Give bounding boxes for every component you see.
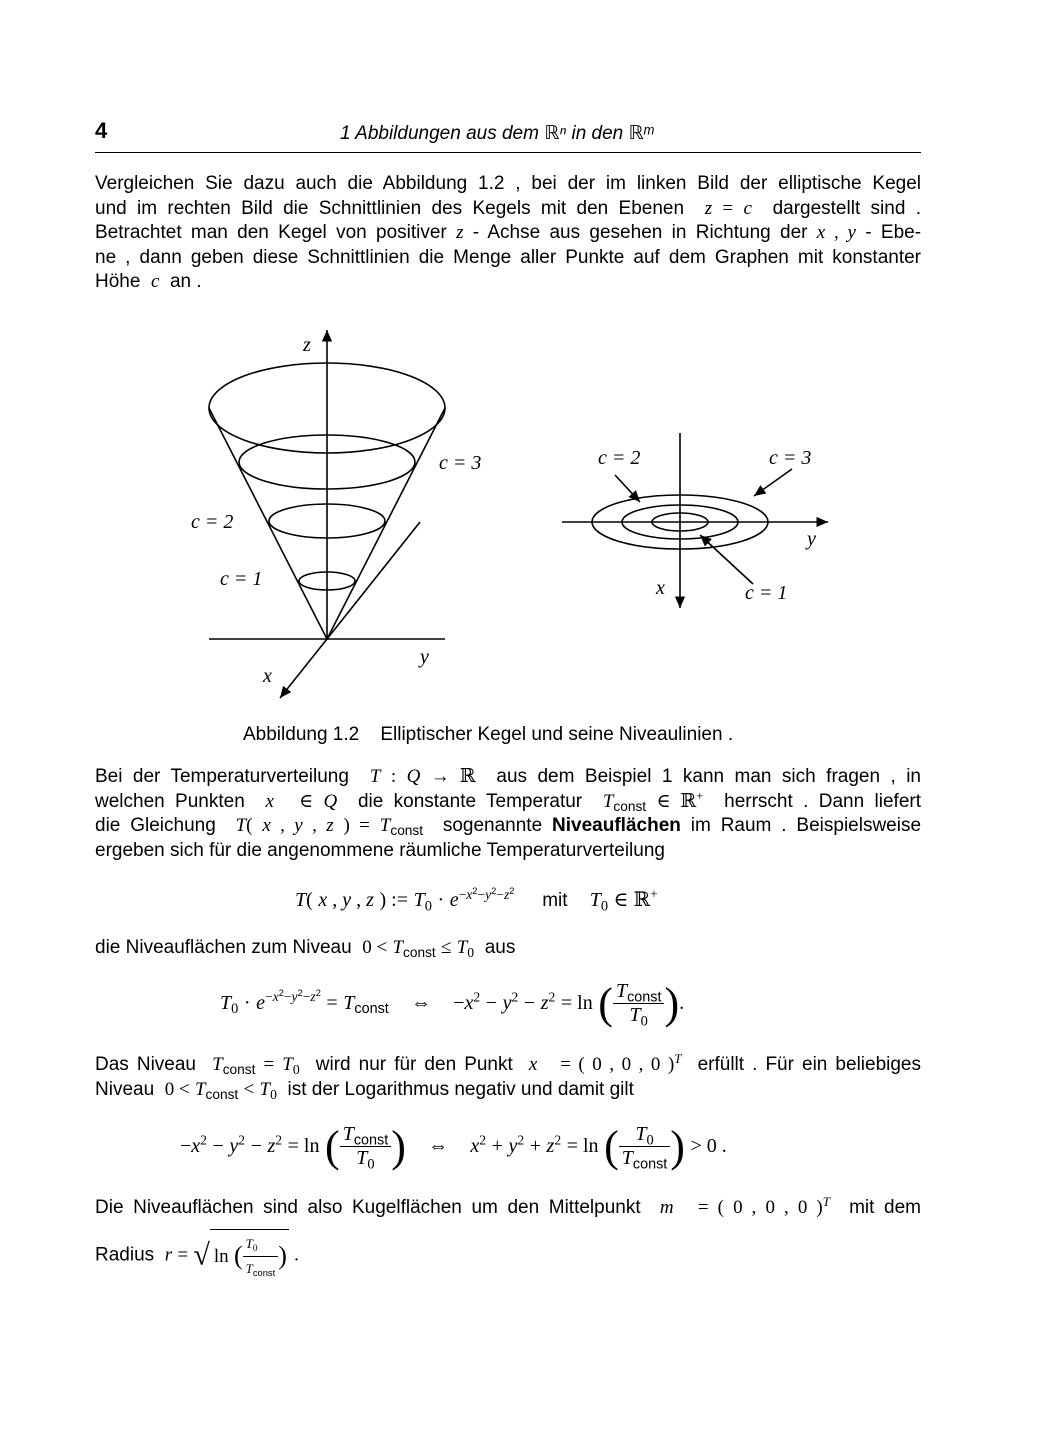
intro-line-5: Höhe c an . <box>95 271 202 292</box>
figure-caption <box>243 724 733 746</box>
label-c3-left: c = 3 <box>439 452 482 474</box>
y-axis-back <box>327 522 420 639</box>
label-c2-left: c = 2 <box>191 511 234 533</box>
label-z: z <box>303 334 311 356</box>
arrow-c2 <box>615 475 640 502</box>
term-niveauflaechen: Niveauflächen <box>552 815 681 836</box>
final-line-1: Die Niveauflächen sind also Kugelflächen um den Mittelpunkt m⃗ = ( 0 , 0 , 0 )$^T$ mit dem <box>95 1193 921 1218</box>
intro-line-3: Betrachtet man den Kegel von positiver z - Achse aus gesehen in Richtung der x , y - Ebe- <box>95 222 922 243</box>
chapter-title: 1 Abbildungen aus dem ℝⁿ in den ℝᵐ <box>340 123 654 144</box>
page-number: 4 <box>95 118 108 143</box>
arrow-c1 <box>700 535 753 584</box>
label-y-right: y <box>807 528 816 550</box>
intro-paragraph <box>95 172 921 295</box>
label-x-left: x <box>263 665 272 687</box>
niveau-paragraph <box>95 1050 921 1102</box>
niveau-line: die Niveauflächen zum Niveau $0 < T_{const} \le T_0$ aus <box>95 937 516 961</box>
label-y-left: y <box>420 646 429 668</box>
equation-niveau: $T_0 \cdot e^{-x^2-y^2-z^2} = T_{const}$ ⇔ $-x^2 - y^2 - z^2 = \ln$ ( $\frac{T_{const}}{T_0}$ ). <box>220 979 685 1030</box>
niveau-line-1: Das Niveau $T_{const} = T_0$ wird nur für den Punkt x⃗ = ( 0 , 0 , 0 )$^T$ erfüllt . Für ein beliebiges <box>95 1050 921 1078</box>
intro-line-1: Vergleichen Sie dazu auch die Abbildung 1.2 , bei der im linken Bild der elliptische Kegel <box>95 173 921 194</box>
cone-diagram <box>209 330 445 698</box>
final-paragraph <box>95 1193 921 1282</box>
label-c3-right: c = 3 <box>769 447 812 469</box>
intro-line-2: und im rechten Bild die Schnittlinien des Kegels mit den Ebenen z = c dargestellt sind . <box>95 197 921 219</box>
temp-line-2: welchen Punkten x⃗ ∈ Q die konstante Temperatur $T_{const}$ ∈ ℝ+ herrscht . Dann liefert <box>95 787 921 814</box>
figure-cone-and-levels <box>95 320 855 710</box>
equation-logarithm: $-x^2 - y^2 - z^2 = \ln$ ( $\frac{T_{const}}{T_0}$ ) ⇔ $x^2 + y^2 + z^2 = \ln$ ( $\frac{T_0}{T_{const}}$ ) > 0 . <box>180 1122 727 1173</box>
temperature-paragraph <box>95 765 921 863</box>
temp-line-1: Bei der Temperaturverteilung T : Q → ℝ aus dem Beispiel 1 kann man sich fragen , in <box>95 766 921 787</box>
temp-line-4: ergeben sich für die angenommene räumliche Temperaturverteilung <box>95 839 665 861</box>
caption-number: Abbildung 1.2 <box>243 724 360 745</box>
temp-line-3: die Gleichung T( x , y , z ) = $T_{const}$ sogenannte Niveauflächen im Raum . Beispielsweise <box>95 815 922 839</box>
x-axis <box>280 639 327 698</box>
running-header <box>95 118 921 153</box>
caption-text: Elliptischer Kegel und seine Niveaulinien . <box>380 724 734 745</box>
intro-line-4: ne , dann geben diese Schnittlinien die Menge aller Punkte auf dem Graphen mit konstanter <box>95 246 921 268</box>
niveau-line-2: Niveau $0 < T_{const} < T_0$ ist der Logarithmus negativ und damit gilt <box>95 1078 634 1102</box>
label-c1-left: c = 1 <box>220 568 263 590</box>
label-c2-right: c = 2 <box>598 447 641 469</box>
label-c1-right: c = 1 <box>745 582 788 604</box>
label-x-right: x <box>656 577 665 599</box>
equation-temperature: T( x , y , z ) := $T_0 \cdot e^{-x^2-y^2-z^2}$ mit $T_0$ ∈ ℝ+ <box>295 885 658 915</box>
arrow-c3 <box>754 469 792 496</box>
final-line-2: Radius r = √ ln ( $\frac{T_0}{T_{const}}$ ) . <box>95 1229 921 1282</box>
